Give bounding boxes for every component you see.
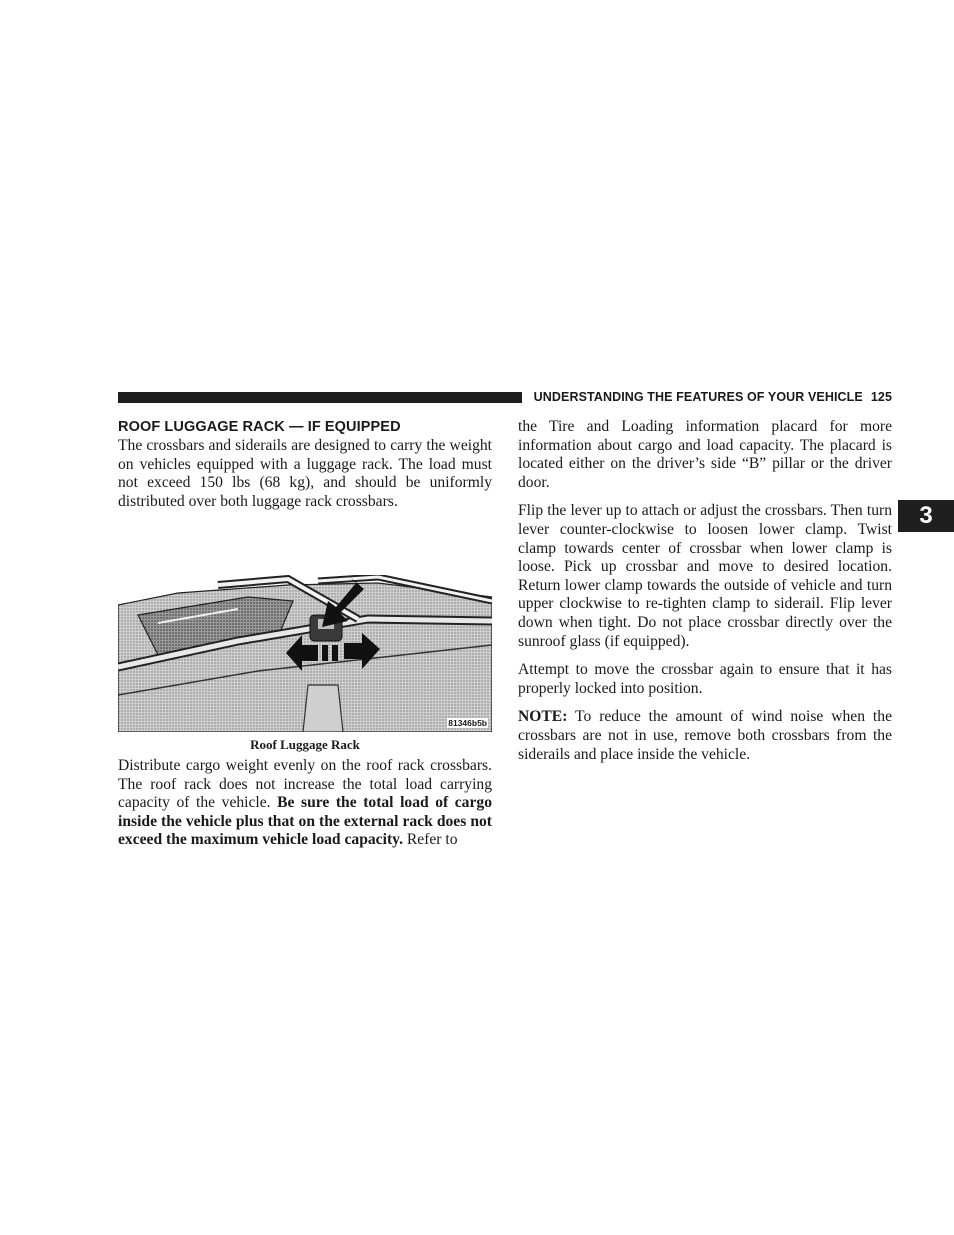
header-rule bbox=[118, 392, 522, 403]
roof-rack-drawing bbox=[118, 575, 492, 732]
note-text: To reduce the amount of wind noise when the crossbars are not in use, remove both crossbars from the siderails and place inside the vehicle. bbox=[518, 708, 892, 763]
figure-code: 81346b5b bbox=[448, 718, 487, 728]
flip-lever-paragraph: Flip the lever up to attach or adjust the crossbars. Then turn lever counter-clockwise to loosen lower clamp. Twist clamp towards center of crossbar when lower clamp is loose. Pick up crossbar and move to desired location. Return lower clamp towards the outside of vehicle and turn upper clockwise to re-tighten clamp to siderail. Flip lever down when tight. Do not place crossbar directly over the sunroof glass (if equipped). bbox=[518, 502, 892, 650]
right-column bbox=[518, 418, 892, 774]
page-number: 125 bbox=[870, 390, 892, 404]
distribute-paragraph bbox=[118, 757, 492, 850]
continuation-paragraph: the Tire and Loading information placard for more information about cargo and load capacity. The placard is located either on the driver’s side “B” pillar or the driver door. bbox=[518, 418, 892, 491]
chapter-tab: 3 bbox=[898, 500, 954, 532]
distribute-text-a: Distribute cargo weight evenly on the roof rack crossbars. The roof rack does not increase the total load carrying capacity of the vehicle. bbox=[118, 757, 492, 812]
distribute-text-b: Refer to bbox=[402, 831, 458, 849]
roof-rack-illustration bbox=[118, 575, 492, 732]
figure-caption: Roof Luggage Rack bbox=[250, 737, 360, 752]
note-paragraph bbox=[518, 708, 892, 764]
attempt-paragraph: Attempt to move the crossbar again to ensure that it has properly locked into position. bbox=[518, 661, 892, 697]
load-capacity-warning: Be sure the total load of cargo inside the vehicle plus that on the external rack does not exceed the maximum vehicle load capacity. bbox=[118, 794, 492, 849]
note-label: NOTE: bbox=[518, 708, 568, 726]
left-column-bottom bbox=[118, 757, 492, 850]
header-title: UNDERSTANDING THE FEATURES OF YOUR VEHICLE bbox=[533, 390, 863, 404]
intro-paragraph: The crossbars and siderails are designed to carry the weight on vehicles equipped with a luggage rack. The load must not exceed 150 lbs (68 kg), and should be uniformly distributed over both luggage rack crossbars. bbox=[118, 437, 492, 510]
running-header bbox=[532, 390, 892, 404]
left-column-top bbox=[118, 418, 492, 521]
section-heading: ROOF LUGGAGE RACK — IF EQUIPPED bbox=[118, 419, 401, 435]
